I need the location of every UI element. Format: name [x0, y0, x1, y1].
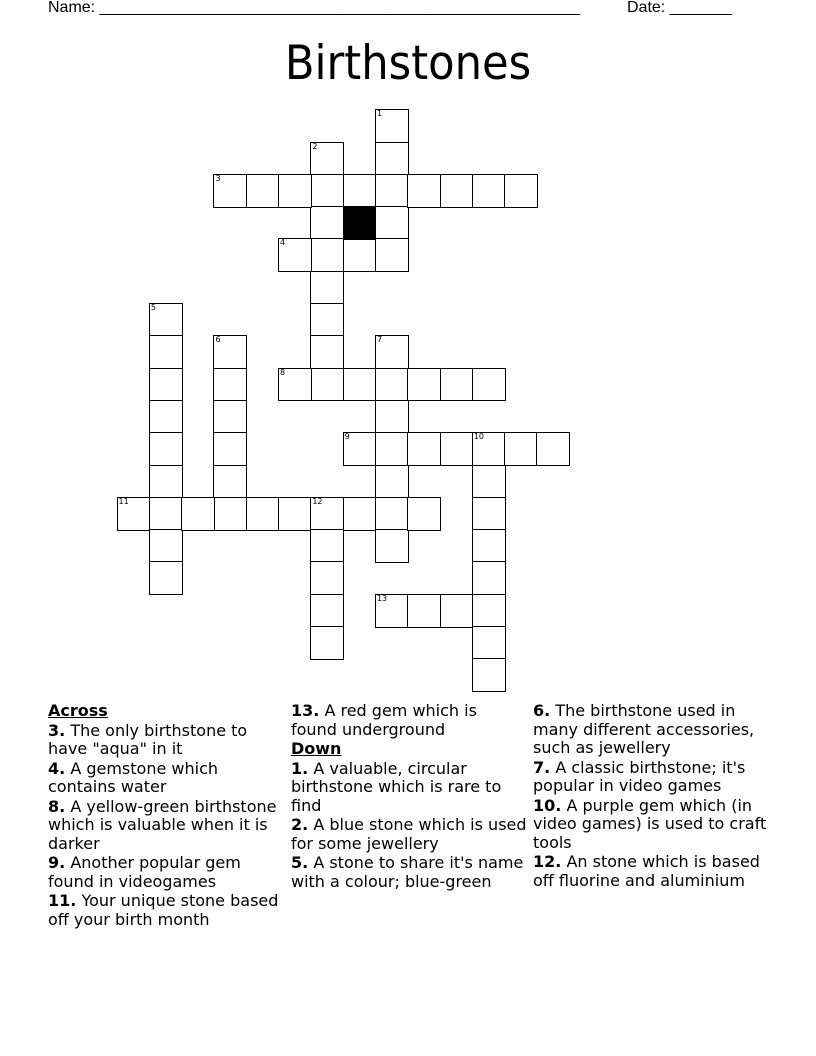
clue-down-5 [291, 854, 527, 891]
grid-cell[interactable] [472, 368, 506, 402]
grid-cell[interactable] [246, 497, 280, 531]
grid-cell[interactable] [149, 400, 183, 434]
down-heading: Down [291, 739, 342, 758]
grid-cell[interactable] [375, 109, 409, 143]
grid-cell[interactable] [375, 465, 409, 499]
cell-number: 8 [280, 367, 286, 377]
grid-cell[interactable] [213, 174, 247, 208]
grid-cell[interactable] [375, 206, 409, 240]
grid-cell[interactable] [149, 368, 183, 402]
grid-cell[interactable] [149, 303, 183, 337]
clue-number: 10. [533, 795, 562, 815]
grid-cell[interactable] [472, 432, 506, 466]
cell-number: 4 [280, 238, 286, 248]
grid-cell[interactable] [440, 368, 474, 402]
grid-cell[interactable] [343, 497, 377, 531]
grid-cell[interactable] [440, 174, 474, 208]
grid-cell[interactable] [117, 497, 151, 531]
grid-cell[interactable] [440, 432, 474, 466]
cell-number: 10 [473, 432, 485, 442]
across-heading: Across [48, 701, 108, 720]
clue-number: 7. [533, 757, 551, 777]
grid-cell[interactable] [278, 497, 312, 531]
clue-number: 3. [48, 720, 66, 740]
grid-cell[interactable] [375, 368, 409, 402]
grid-cell[interactable] [407, 497, 441, 531]
grid-cell[interactable] [149, 529, 183, 563]
clue-across-8 [48, 798, 284, 854]
grid-cell[interactable] [310, 271, 344, 305]
grid-cell[interactable] [149, 432, 183, 466]
clue-text: A classic birthstone; it's popular in video games [533, 757, 746, 795]
cell-number: 2 [312, 141, 318, 151]
grid-cell[interactable] [343, 368, 377, 402]
grid-cell[interactable] [310, 497, 344, 531]
date-field-label[interactable]: Date: _______ [627, 0, 732, 16]
grid-cell[interactable] [310, 303, 344, 337]
grid-cell[interactable] [278, 368, 312, 402]
grid-cell[interactable] [472, 497, 506, 531]
grid-cell[interactable] [375, 497, 409, 531]
grid-cell[interactable] [472, 174, 506, 208]
grid-cell[interactable] [375, 400, 409, 434]
grid-cell[interactable] [407, 368, 441, 402]
clue-down-10 [533, 797, 769, 853]
black-cell [343, 206, 377, 240]
clues-column-2 [291, 702, 527, 892]
grid-cell[interactable] [149, 335, 183, 369]
cell-number: 3 [215, 173, 221, 183]
clue-text: A valuable, circular birthstone which is rare to find [291, 758, 502, 815]
grid-cell[interactable] [407, 594, 441, 628]
clue-text: A red gem which is found underground [291, 701, 477, 739]
clue-number: 1. [291, 758, 309, 778]
grid-cell[interactable] [310, 142, 344, 176]
grid-cell[interactable] [504, 432, 538, 466]
grid-cell[interactable] [149, 465, 183, 499]
grid-cell[interactable] [213, 335, 247, 369]
clue-number: 2. [291, 815, 309, 834]
grid-cell[interactable] [246, 174, 280, 208]
grid-cell[interactable] [149, 561, 183, 595]
grid-cell[interactable] [278, 174, 312, 208]
grid-cell[interactable] [375, 174, 409, 208]
cell-number: 9 [344, 432, 350, 442]
clue-across-9 [48, 854, 284, 891]
cell-number: 12 [312, 496, 323, 506]
grid-cell[interactable] [310, 594, 344, 628]
clue-number: 8. [48, 796, 66, 816]
clue-number: 11. [48, 891, 77, 910]
clue-text: The birthstone used in many different accessories, such as jewellery [533, 701, 755, 757]
grid-cell[interactable] [407, 174, 441, 208]
grid-cell[interactable] [149, 497, 183, 531]
grid-cell[interactable] [375, 142, 409, 176]
cell-number: 1 [376, 109, 383, 119]
grid-cell[interactable] [213, 465, 247, 499]
grid-cell[interactable] [213, 497, 247, 531]
grid-cell[interactable] [310, 206, 344, 240]
grid-cell[interactable] [343, 238, 377, 272]
cell-number: 13 [376, 593, 388, 603]
clues-column-1 [48, 702, 284, 930]
grid-cell[interactable] [472, 529, 506, 563]
grid-cell[interactable] [375, 529, 409, 563]
clues-column-3 [533, 702, 769, 891]
clue-text: Another popular gem found in videogames [48, 853, 241, 891]
page-title: Birthstones [284, 36, 532, 91]
clue-number: 9. [48, 853, 66, 872]
grid-cell[interactable] [375, 594, 409, 628]
grid-cell[interactable] [343, 432, 377, 466]
clue-across-13 [291, 702, 527, 739]
clue-text: A purple gem which (in video games) is used to craft tools [533, 795, 767, 852]
clue-down-6 [533, 702, 769, 758]
grid-cell[interactable] [310, 238, 344, 272]
grid-cell[interactable] [213, 432, 247, 466]
clue-text: A yellow-green birthstone which is valuable when it is darker [48, 796, 277, 853]
name-field-label[interactable]: Name: ______________________________________________________ [48, 0, 581, 16]
grid-cell[interactable] [310, 174, 344, 208]
grid-cell[interactable] [472, 594, 506, 628]
grid-cell[interactable] [472, 561, 506, 595]
clue-down-7 [533, 759, 769, 796]
clue-text: A stone to share it's name with a colour; blue-green [291, 853, 524, 891]
clue-down-12 [533, 853, 769, 890]
clue-text: An stone which is based off fluorine and aluminium [533, 852, 760, 890]
grid-cell[interactable] [375, 432, 409, 466]
clue-number: 6. [533, 701, 551, 720]
clue-down-2 [291, 816, 527, 853]
grid-cell[interactable] [310, 529, 344, 563]
clue-number: 12. [533, 852, 562, 871]
clue-text: A blue stone which is used for some jewellery [291, 815, 527, 853]
grid-cell[interactable] [472, 658, 506, 692]
clue-text: The only birthstone to have "aqua" in it [48, 720, 248, 758]
clue-across-4 [48, 760, 284, 797]
grid-cell[interactable] [407, 432, 441, 466]
cell-number: 7 [376, 335, 383, 345]
clue-number: 4. [48, 758, 66, 778]
clue-number: 13. [291, 701, 320, 720]
grid-cell[interactable] [310, 368, 344, 402]
grid-cell[interactable] [536, 432, 570, 466]
clue-down-1 [291, 760, 527, 816]
cell-number: 11 [118, 496, 129, 506]
grid-cell[interactable] [375, 238, 409, 272]
grid-cell[interactable] [343, 174, 377, 208]
clue-across-3 [48, 722, 284, 759]
cell-number: 5 [150, 303, 156, 313]
grid-cell[interactable] [375, 335, 409, 369]
clue-across-11 [48, 892, 284, 929]
grid-cell[interactable] [213, 368, 247, 402]
grid-cell[interactable] [440, 594, 474, 628]
grid-cell[interactable] [310, 626, 344, 660]
cell-number: 6 [215, 335, 221, 345]
grid-cell[interactable] [278, 238, 312, 272]
grid-cell[interactable] [504, 174, 538, 208]
grid-cell[interactable] [310, 561, 344, 595]
grid-cell[interactable] [310, 335, 344, 369]
grid-cell[interactable] [181, 497, 215, 531]
clue-text: Your unique stone based off your birth month [48, 891, 279, 929]
grid-cell[interactable] [472, 626, 506, 660]
clue-text: A gemstone which contains water [48, 758, 219, 796]
grid-cell[interactable] [213, 400, 247, 434]
clue-number: 5. [291, 853, 309, 872]
grid-cell[interactable] [472, 465, 506, 499]
